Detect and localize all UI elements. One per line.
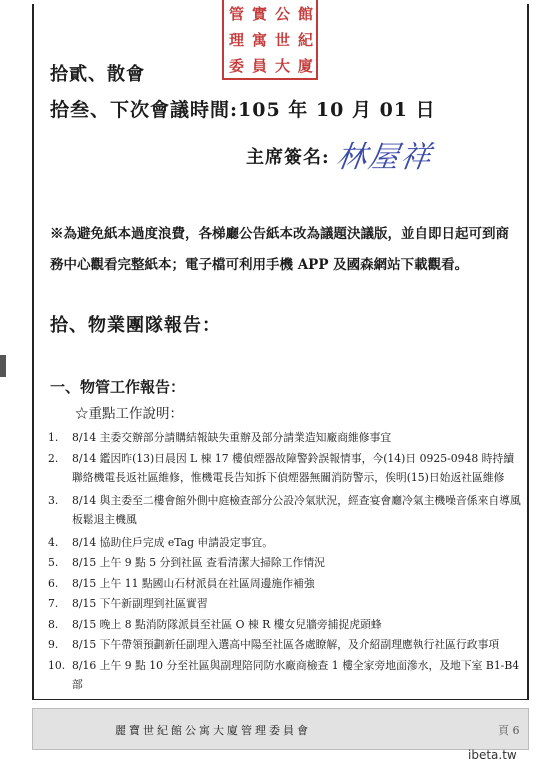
- seal-character: 實: [250, 5, 268, 21]
- next-meeting-time: 拾叁、下次會議時間:105 年 10 月 01 日: [50, 99, 436, 121]
- work-item-number: 6.: [48, 576, 59, 590]
- page-number-label: 頁 6: [498, 724, 520, 737]
- work-item-number: 3.: [48, 493, 59, 507]
- work-item-text: 8/15 晚上 8 點消防隊派員至社區 O 棟 R 樓女兒牆旁捕捉虎頭蜂: [72, 617, 382, 631]
- chair-signature: 林屋祥: [334, 140, 435, 175]
- key-work-description-heading: ☆重點工作說明：: [75, 406, 183, 422]
- work-item-list: [48, 428, 524, 695]
- seal-character: 世: [273, 31, 291, 47]
- closing-heading: 拾貳、散會: [50, 64, 145, 85]
- seal-character: 大: [273, 57, 291, 73]
- site-watermark: ibeta.tw: [468, 748, 517, 762]
- work-item: [48, 615, 524, 635]
- seal-character: 廈: [296, 57, 314, 73]
- work-item-number: 7.: [48, 597, 59, 610]
- work-item-text: 8/15 上午 9 點 5 分到社區 查看清潔大掃除工作情況: [72, 556, 325, 569]
- work-item: [48, 656, 524, 695]
- scan-edge-mark: [0, 355, 6, 377]
- work-item: [48, 533, 524, 553]
- work-item-number: 8.: [48, 617, 59, 631]
- page-border-right: [527, 4, 529, 699]
- work-item-number: 1.: [48, 431, 59, 444]
- page-number: [498, 722, 520, 738]
- page-footer: [32, 708, 529, 750]
- committee-seal-stamp: [222, 0, 318, 80]
- work-item-text: 8/14 主委交辦部分請購結報缺失重辦及部分請業造知廠商維修事宜: [72, 431, 392, 444]
- management-work-report-heading: 一、物管工作報告：: [50, 378, 186, 396]
- work-item-number: 10.: [48, 658, 66, 672]
- work-item: [48, 594, 524, 614]
- work-item-text: 8/15 上午 11 點國山石材派員在社區周邊施作補強: [72, 576, 315, 590]
- work-item-text: 8/14 協助住戶完成 eTag 申請設定事宜。: [72, 535, 274, 549]
- paper-saving-notice: ※為避免紙本過度浪費，各梯廳公告紙本改為議題決議版，並自即日起可到商務中心觀看完整紙本；電子檔可利用手機 APP 及國森網站下載觀看。: [50, 226, 509, 273]
- seal-character: 理: [227, 31, 245, 47]
- work-item-number: 2.: [48, 451, 59, 465]
- work-item-text: 8/15 下午帶領預劃新任副理入選高中陽至社區各處瞭解，及介紹副理應執行社區行政事項: [72, 638, 500, 651]
- seal-character: 公: [273, 5, 291, 21]
- property-team-report-heading: 拾、物業團隊報告：: [50, 315, 221, 336]
- footer-committee-name: 麗寶世紀館公寓大廈管理委員會: [115, 724, 311, 737]
- work-item: [48, 635, 524, 655]
- page-border-left: [32, 4, 34, 699]
- work-item: [48, 428, 524, 448]
- work-item-number: 9.: [48, 638, 59, 651]
- seal-character: 員: [250, 57, 268, 73]
- seal-character: 寓: [250, 31, 268, 47]
- seal-character: 管: [227, 5, 245, 21]
- work-item-text: 8/16 上午 9 點 10 分至社區與副理陪同防水廠商檢查 1 樓全家旁地面滲水，及地下室 B1-B4 部: [72, 658, 520, 691]
- work-item: [48, 574, 524, 594]
- work-item-text: 8/14 與主委至二樓會館外側中庭檢查部分公設冷氣狀況，經查宴會廳冷氣主機噪音係來自導風板鬆退主機風: [72, 493, 521, 526]
- work-item-number: 4.: [48, 535, 59, 549]
- work-item: [48, 553, 524, 573]
- page-border-bottom: [32, 699, 529, 700]
- work-item: [48, 491, 524, 530]
- work-item: [48, 449, 524, 488]
- seal-character: 紀: [296, 31, 314, 47]
- work-item-text: 8/15 下午新副理到社區實習: [72, 597, 208, 610]
- seal-character: 委: [227, 57, 245, 73]
- chair-sign-label: 主席簽名:: [246, 147, 330, 168]
- seal-character: 館: [296, 5, 314, 21]
- work-item-number: 5.: [48, 556, 59, 569]
- work-item-text: 8/14 鑑因昨(13)日晨因 L 棟 17 樓偵煙器故障警鈴誤報情事，今(14)日 0925-0948 時持續聯絡機電長返社區維修，惟機電長告知拆下偵煙器無關消防警示，俟明(15)日始返社區維修: [72, 451, 515, 484]
